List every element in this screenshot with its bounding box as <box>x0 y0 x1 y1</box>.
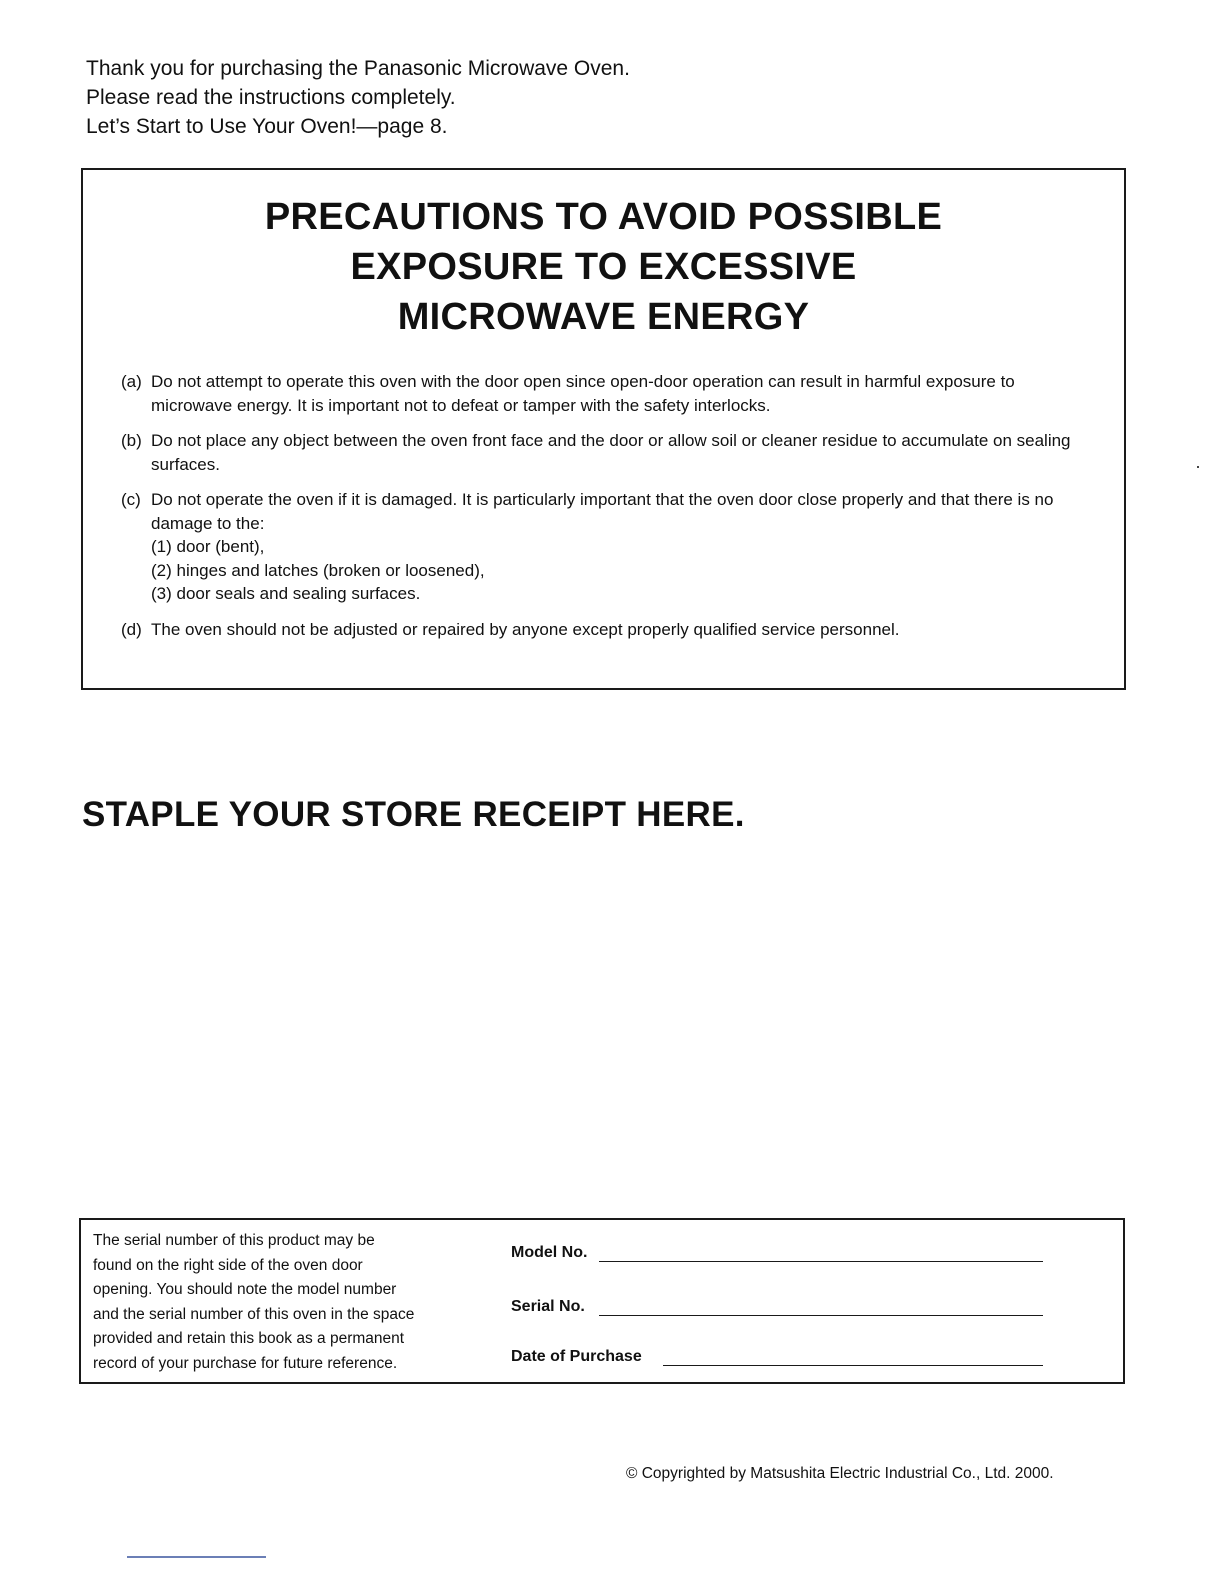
intro-line: Let’s Start to Use Your Oven!—page 8. <box>86 115 448 138</box>
serial-number-note <box>93 1229 483 1376</box>
damage-list-item: (1) door (bent), <box>151 537 265 556</box>
note-line: opening. You should note the model number <box>93 1281 397 1298</box>
note-line: record of your purchase for future reference. <box>93 1354 398 1372</box>
intro-text <box>86 54 630 141</box>
model-number-line[interactable] <box>599 1261 1043 1262</box>
note-line: provided and retain this book as a permanent <box>93 1330 405 1347</box>
date-of-purchase-label: Date of Purchase <box>511 1348 642 1365</box>
serial-number-label: Serial No. <box>511 1298 585 1315</box>
model-number-label: Model No. <box>511 1244 588 1261</box>
precautions-box <box>81 168 1126 690</box>
copyright-notice: © Copyrighted by Matsushita Electric Industrial Co., Ltd. 2000. <box>626 1465 1054 1482</box>
note-line: The serial number of this product may be <box>93 1232 375 1249</box>
precaution-marker: (a) <box>121 372 142 391</box>
precaution-marker: (d) <box>121 619 142 639</box>
precaution-item-a <box>121 370 1081 417</box>
note-line: and the serial number of this oven in the space <box>93 1305 415 1323</box>
precaution-item-d <box>121 618 1081 642</box>
intro-line: Please read the instructions completely. <box>86 86 456 109</box>
damage-list-item: (2) hinges and latches (broken or loosened), <box>151 560 485 580</box>
precautions-title-line: MICROWAVE ENERGY <box>397 296 810 338</box>
precaution-text: Do not operate the oven if it is damaged. It is particularly important that the oven door close properly and that there is no damage to the: <box>151 490 1054 533</box>
precaution-marker: (c) <box>121 490 141 509</box>
precaution-item-c <box>121 488 1081 606</box>
precaution-marker: (b) <box>121 431 142 450</box>
note-line: found on the right side of the oven door <box>93 1256 363 1274</box>
precaution-text: Do not attempt to operate this oven with the door open since open-door operation can result in harmful exposure to microwave energy. It is important not to defeat or tamper with the safety interlocks. <box>151 372 1015 415</box>
staple-receipt-heading: STAPLE YOUR STORE RECEIPT HERE. <box>82 795 745 834</box>
scan-dot <box>1197 466 1199 468</box>
precautions-list <box>121 370 1081 653</box>
precautions-title <box>83 192 1124 342</box>
intro-line: Thank you for purchasing the Panasonic Microwave Oven. <box>86 57 630 80</box>
precaution-text: Do not place any object between the oven front face and the door or allow soil or cleaner residue to accumulate on sealing surfaces. <box>151 431 1071 474</box>
precaution-text: The oven should not be adjusted or repaired by anyone except properly qualified service personnel. <box>151 619 900 639</box>
date-of-purchase-line[interactable] <box>663 1365 1043 1366</box>
serial-number-line[interactable] <box>599 1315 1043 1316</box>
precaution-item-b <box>121 429 1081 476</box>
precautions-title-line: EXPOSURE TO EXCESSIVE <box>350 246 857 288</box>
purchase-record-box <box>79 1218 1125 1384</box>
damage-list-item: (3) door seals and sealing surfaces. <box>151 584 421 603</box>
precautions-title-line: PRECAUTIONS TO AVOID POSSIBLE <box>264 196 943 238</box>
damage-list <box>151 535 1081 606</box>
scan-mark <box>127 1556 266 1558</box>
